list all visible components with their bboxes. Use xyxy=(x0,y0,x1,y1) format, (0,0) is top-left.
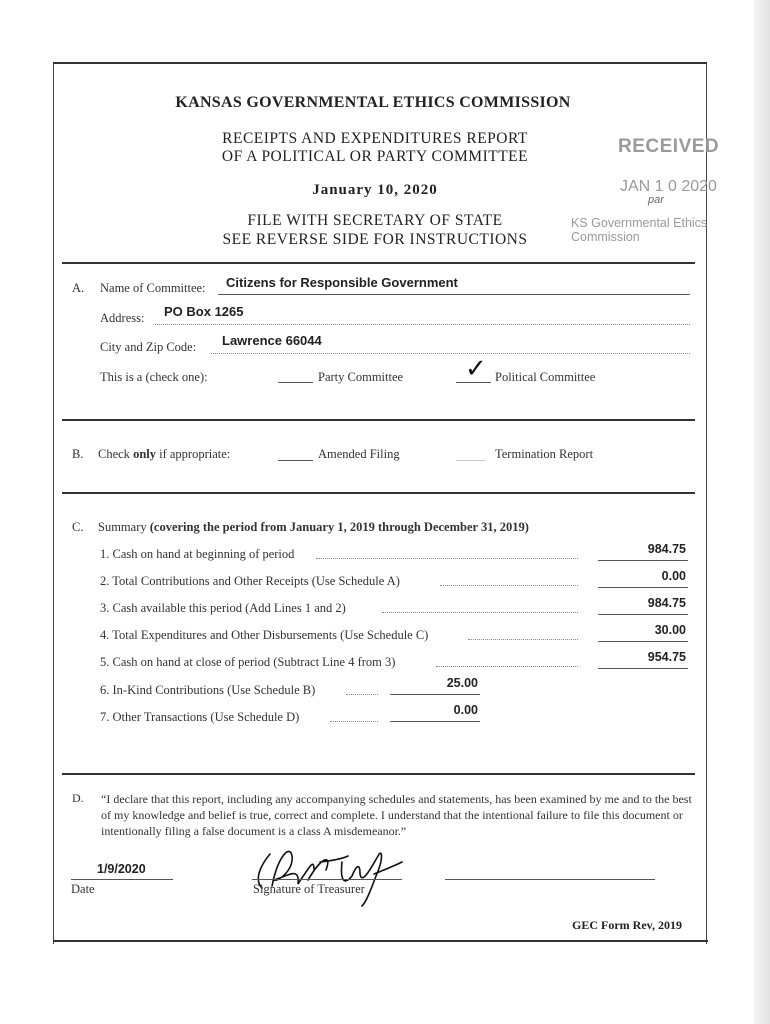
in-kind-label: 6. In-Kind Contributions (Use Schedule B) xyxy=(100,683,316,697)
date-underline xyxy=(71,879,173,880)
signature-label: Signature of Treasurer xyxy=(253,882,365,896)
amended-filing-label: Amended Filing xyxy=(318,447,400,461)
leader-dots xyxy=(330,721,378,722)
termination-report-label: Termination Report xyxy=(495,447,594,461)
amount-underline xyxy=(598,641,688,642)
report-title-line1: RECEIPTS AND EXPENDITURES REPORT xyxy=(222,130,528,147)
form-revision: GEC Form Rev, 2019 xyxy=(572,918,682,932)
received-stamp: RECEIVED xyxy=(618,136,720,157)
section-b-letter: B. xyxy=(72,447,84,461)
signature-underline-right xyxy=(445,879,655,880)
summary-title-pre: Summary xyxy=(98,520,150,534)
check-only-prompt-post: if appropriate: xyxy=(156,447,231,461)
address-value: PO Box 1265 xyxy=(164,304,244,319)
political-committee-checkmark: ✓ xyxy=(465,354,487,384)
committee-name-value: Citizens for Responsible Government xyxy=(226,275,458,290)
city-zip-underline xyxy=(211,353,690,354)
summary-line-label: 1. Cash on hand at beginning of period xyxy=(100,547,295,561)
declaration-text: “I declare that this report, including any accompanying schedules and statements, has been examined by me and to the best of my knowledge and belief is true, correct and complete. I understand that the intentional failure to file this document or intentionally filing a false document is a class A misdemeanor.” xyxy=(101,792,692,838)
summary-line-amount: 954.75 xyxy=(647,650,686,664)
file-instruction-line1: FILE WITH SECRETARY OF STATE xyxy=(247,212,503,229)
received-stamp-initials: par xyxy=(648,194,664,206)
form-bottom-rule xyxy=(53,940,708,942)
committee-type-prompt: This is a (check one): xyxy=(100,370,208,384)
amended-filing-checkbox[interactable] xyxy=(278,460,313,461)
other-transactions-label: 7. Other Transactions (Use Schedule D) xyxy=(100,710,300,724)
file-instruction-line2: SEE REVERSE SIDE FOR INSTRUCTIONS xyxy=(222,231,528,248)
leader-dots xyxy=(436,666,578,667)
separator-c xyxy=(62,492,695,494)
amount-underline xyxy=(598,587,688,588)
report-title-line2: OF A POLITICAL OR PARTY COMMITTEE xyxy=(221,148,529,165)
summary-line-amount: 0.00 xyxy=(661,569,686,583)
committee-name-label: Name of Committee: xyxy=(100,281,206,295)
in-kind-amount: 25.00 xyxy=(446,676,478,690)
received-stamp-agency: KS Governmental Ethics Commission xyxy=(571,216,708,244)
separator-b xyxy=(62,419,695,421)
leader-dots xyxy=(440,585,578,586)
summary-line-amount: 984.75 xyxy=(647,596,686,610)
section-d-letter: D. xyxy=(72,791,84,805)
other-transactions-amount: 0.00 xyxy=(453,703,478,717)
received-stamp-date: JAN 1 0 2020 xyxy=(620,178,717,195)
date-label: Date xyxy=(71,882,95,896)
city-zip-value: Lawrence 66044 xyxy=(222,333,322,348)
political-committee-label: Political Committee xyxy=(495,370,596,384)
summary-title-bold: (covering the period from January 1, 2019 through December 31, 2019) xyxy=(149,520,529,534)
address-underline xyxy=(155,324,690,325)
summary-line-label: 2. Total Contributions and Other Receipts (Use Schedule A) xyxy=(100,574,400,588)
check-only-prompt xyxy=(98,447,230,462)
leader-dots xyxy=(346,694,378,695)
treasurer-signature xyxy=(248,836,418,908)
other-transactions-underline xyxy=(390,721,480,722)
summary-line-amount: 30.00 xyxy=(654,623,686,637)
address-label: Address: xyxy=(100,311,145,325)
summary-line-amount: 984.75 xyxy=(647,542,686,556)
amount-underline xyxy=(598,560,688,561)
check-only-prompt-pre: Check xyxy=(98,447,134,461)
leader-dots xyxy=(316,558,578,559)
check-only-prompt-bold: only xyxy=(133,447,156,461)
in-kind-underline xyxy=(390,694,480,695)
signature-underline-left xyxy=(252,879,402,880)
committee-name-underline xyxy=(218,294,690,295)
leader-dots xyxy=(382,612,578,613)
signature-date-value: 1/9/2020 xyxy=(97,862,146,876)
scan-edge xyxy=(754,0,770,1024)
summary-line-label: 3. Cash available this period (Add Lines 1 and 2) xyxy=(100,601,346,615)
summary-title xyxy=(98,520,529,535)
termination-report-checkbox[interactable] xyxy=(456,460,486,461)
section-a-letter: A. xyxy=(72,281,85,295)
party-committee-checkbox[interactable] xyxy=(278,382,313,383)
separator-d xyxy=(62,773,695,775)
report-date: January 10, 2020 xyxy=(312,182,438,198)
party-committee-label: Party Committee xyxy=(318,370,404,384)
amount-underline xyxy=(598,668,688,669)
separator-a xyxy=(62,262,695,264)
section-c-letter: C. xyxy=(72,520,84,534)
summary-line-label: 4. Total Expenditures and Other Disbursements (Use Schedule C) xyxy=(100,628,429,642)
city-zip-label: City and Zip Code: xyxy=(100,340,197,354)
amount-underline xyxy=(598,614,688,615)
leader-dots xyxy=(468,639,578,640)
summary-line-label: 5. Cash on hand at close of period (Subtract Line 4 from 3) xyxy=(100,655,396,669)
agency-title: KANSAS GOVERNMENTAL ETHICS COMMISSION xyxy=(175,94,571,111)
